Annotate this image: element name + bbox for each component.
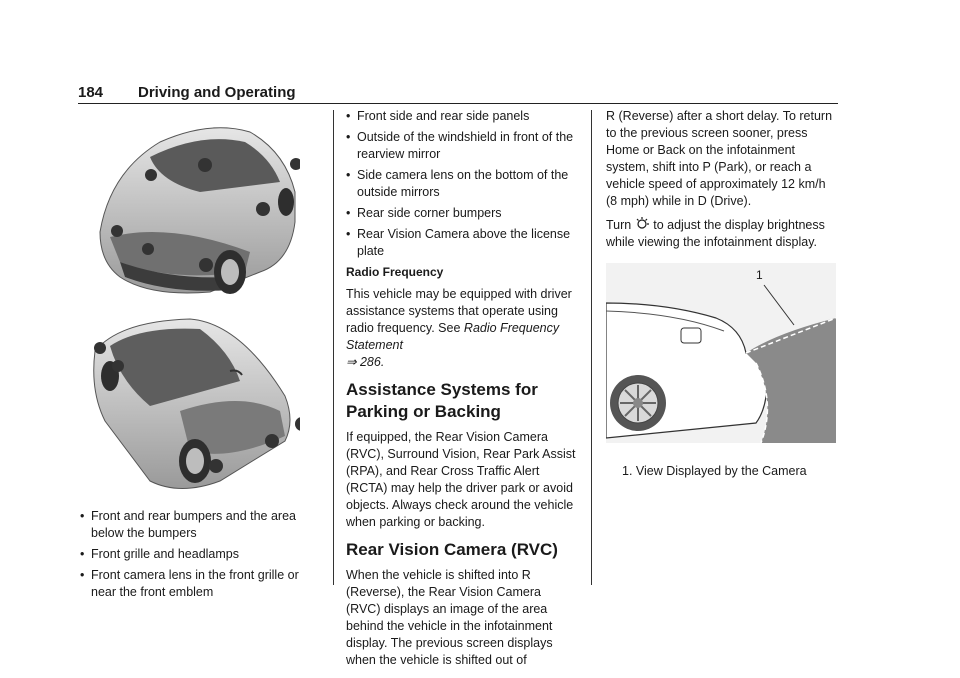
list-item: • Front camera lens in the front grille or near the front emblem xyxy=(80,567,320,601)
front-car-illustration xyxy=(80,112,300,297)
radio-frequency-xref-page[interactable]: 286 xyxy=(359,355,381,369)
rear-car-illustration xyxy=(80,311,300,496)
rear-camera-view-illustration xyxy=(606,263,836,443)
column-divider-2 xyxy=(591,110,592,585)
rvc-paragraph: When the vehicle is shifted into R (Reverse), the Rear Vision Camera (RVC) displays an image of the area behind the vehicle in the infotainment display. The previous screen displays when the vehicle is shifted out of xyxy=(346,568,553,667)
left-column xyxy=(80,112,320,605)
list-item: • Front and rear bumpers and the area below the bumpers xyxy=(80,508,320,542)
rvc-continued-paragraph: R (Reverse) after a short delay. To return to the previous screen sooner, press Home or Back on the infotainment system, shift into P (Park), or reach a vehicle speed of approximately 12 km/h (8 mph) while in D (Drive). xyxy=(606,109,833,208)
list-item: • Rear Vision Camera above the license plate xyxy=(346,226,578,260)
rvc-heading: Rear Vision Camera (RVC) xyxy=(346,540,558,559)
middle-column xyxy=(346,108,578,675)
list-item: • Front side and rear side panels xyxy=(346,108,578,125)
assistance-systems-paragraph: If equipped, the Rear Vision Camera (RVC), Surround Vision, Rear Park Assist (RPA), and Rear Cross Traffic Alert (RCTA) may help the driver park or avoid objects. Always check around the vehicle when parking or backing. xyxy=(346,430,576,529)
radio-frequency-paragraph: This vehicle may be equipped with driver assistance systems that operate using radio frequency. See Radio Frequency Statement ⇒ 286. xyxy=(346,287,572,369)
list-item: • Outside of the windshield in front of the rearview mirror xyxy=(346,129,578,163)
brightness-knob-icon xyxy=(635,216,650,231)
section-title: Driving and Operating xyxy=(138,84,296,101)
figure-caption: 1. View Displayed by the Camera xyxy=(622,464,807,478)
assistance-systems-heading: Assistance Systems for Parking or Backing xyxy=(346,380,538,421)
figure-callout-label: 1 xyxy=(756,268,763,282)
list-item: • Side camera lens on the bottom of the outside mirrors xyxy=(346,167,578,201)
header-rule xyxy=(78,103,838,104)
radio-frequency-xref[interactable]: Radio Frequency Statement xyxy=(346,321,560,352)
column-divider-1 xyxy=(333,110,334,585)
page-ref-icon: ⇒ xyxy=(346,355,357,369)
right-column xyxy=(606,108,838,480)
radio-frequency-heading: Radio Frequency xyxy=(346,265,444,279)
list-item: • Rear side corner bumpers xyxy=(346,205,578,222)
list-item: • Front grille and headlamps xyxy=(80,546,320,563)
brightness-paragraph: Turn to adjust the display brightness while viewing the infotainment display. xyxy=(606,218,825,249)
page-number: 184 xyxy=(78,84,104,101)
